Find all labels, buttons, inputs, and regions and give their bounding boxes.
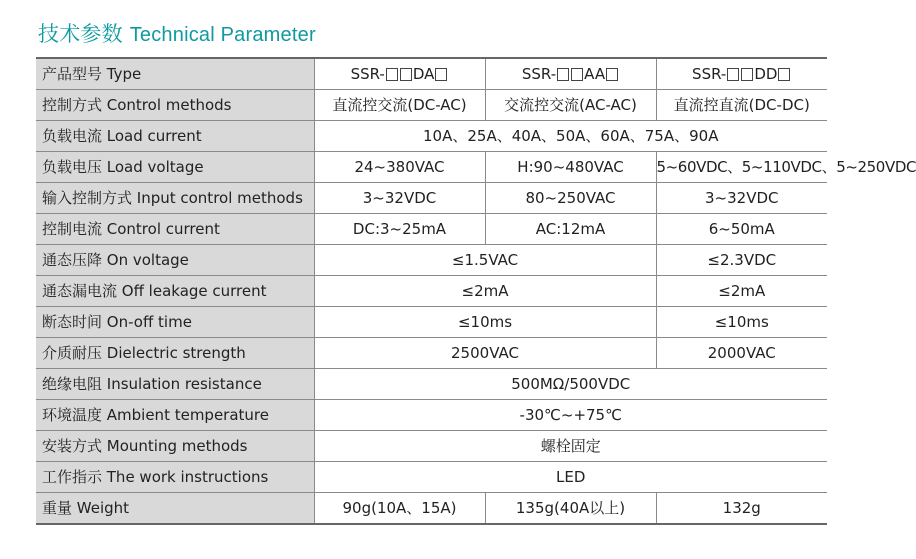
table-row (36, 369, 827, 400)
table-cell: ≤2.3VDC (656, 245, 827, 276)
row-label-type: 产品型号 Type (36, 58, 314, 90)
table-cell: AC:12mA (485, 214, 656, 245)
table-cell: LED (314, 462, 827, 493)
table-cell: ≤10ms (314, 307, 656, 338)
table-cell: 3~32VDC (314, 183, 485, 214)
model-prefix: SSR- (521, 65, 557, 83)
blank-box-icon (386, 68, 398, 81)
blank-box-icon (778, 68, 790, 81)
row-label: 控制方式 Control methods (36, 90, 314, 121)
row-label: 介质耐压 Dielectric strength (36, 338, 314, 369)
table-cell: 直流控交流(DC-AC) (314, 90, 485, 121)
row-label: 输入控制方式 Input control methods (36, 183, 314, 214)
table-cell: -30℃~+75℃ (314, 400, 827, 431)
table-row (36, 338, 827, 369)
table-cell: 2000VAC (656, 338, 827, 369)
row-label: 控制电流 Control current (36, 214, 314, 245)
table-cell: ≤10ms (656, 307, 827, 338)
table-cell: 500MΩ/500VDC (314, 369, 827, 400)
model-prefix: SSR- (350, 65, 385, 83)
model-prefix: SSR- (692, 65, 727, 83)
blank-box-icon (606, 68, 618, 81)
table-cell: ≤2mA (656, 276, 827, 307)
row-label: 重量 Weight (36, 493, 314, 525)
blank-box-icon (400, 68, 412, 81)
table-cell: 24~380VAC (314, 152, 485, 183)
technical-parameter-table (36, 57, 916, 525)
model-code: DA (412, 65, 435, 83)
blank-box-icon (571, 68, 583, 81)
table-cell: 交流控交流(AC-AC) (485, 90, 656, 121)
model-code: DD (754, 65, 778, 83)
model-cell-dc-dc (656, 58, 827, 90)
table-row (36, 462, 827, 493)
model-cell-ac-ac (485, 58, 656, 90)
row-label: 安装方式 Mounting methods (36, 431, 314, 462)
table-row (36, 307, 827, 338)
table-cell: 5~60VDC、5~110VDC、5~250VDC (656, 152, 827, 183)
blank-box-icon (741, 68, 753, 81)
model-cell-dc-ac (314, 58, 485, 90)
table-cell: 3~32VDC (656, 183, 827, 214)
row-label: 工作指示 The work instructions (36, 462, 314, 493)
table-cell: DC:3~25mA (314, 214, 485, 245)
table-row (36, 121, 827, 152)
table-row (36, 152, 827, 183)
table-row (36, 431, 827, 462)
table-cell: 132g (656, 493, 827, 525)
table-row (36, 183, 827, 214)
blank-box-icon (727, 68, 739, 81)
row-label: 绝缘电阻 Insulation resistance (36, 369, 314, 400)
table-cell: H:90~480VAC (485, 152, 656, 183)
row-label: 负载电压 Load voltage (36, 152, 314, 183)
table-cell: 2500VAC (314, 338, 656, 369)
table-cell: ≤1.5VAC (314, 245, 656, 276)
page-title-en: Technical Parameter (129, 24, 316, 46)
table-row (36, 493, 827, 525)
row-label: 环境温度 Ambient temperature (36, 400, 314, 431)
blank-box-icon (557, 68, 569, 81)
table-row (36, 90, 827, 121)
table-cell: ≤2mA (314, 276, 656, 307)
page-title-cn: 技术参数 (38, 22, 123, 46)
blank-box-icon (435, 68, 447, 81)
table-cell: 直流控直流(DC-DC) (656, 90, 827, 121)
table-cell: 10A、25A、40A、50A、60A、75A、90A (314, 121, 827, 152)
table-cell: 135g(40A以上) (485, 493, 656, 525)
table-cell: 6~50mA (656, 214, 827, 245)
table-row (36, 276, 827, 307)
row-label: 通态漏电流 Off leakage current (36, 276, 314, 307)
table-row (36, 245, 827, 276)
table-row (36, 214, 827, 245)
table-cell: 80~250VAC (485, 183, 656, 214)
row-label: 断态时间 On-off time (36, 307, 314, 338)
row-label: 通态压降 On voltage (36, 245, 314, 276)
table-row (36, 400, 827, 431)
table-cell: 90g(10A、15A) (314, 493, 485, 525)
table-cell: 螺栓固定 (314, 431, 827, 462)
row-label: 负载电流 Load current (36, 121, 314, 152)
model-code: AA (584, 65, 606, 83)
page-title (38, 18, 316, 48)
table-row-type (36, 58, 827, 90)
